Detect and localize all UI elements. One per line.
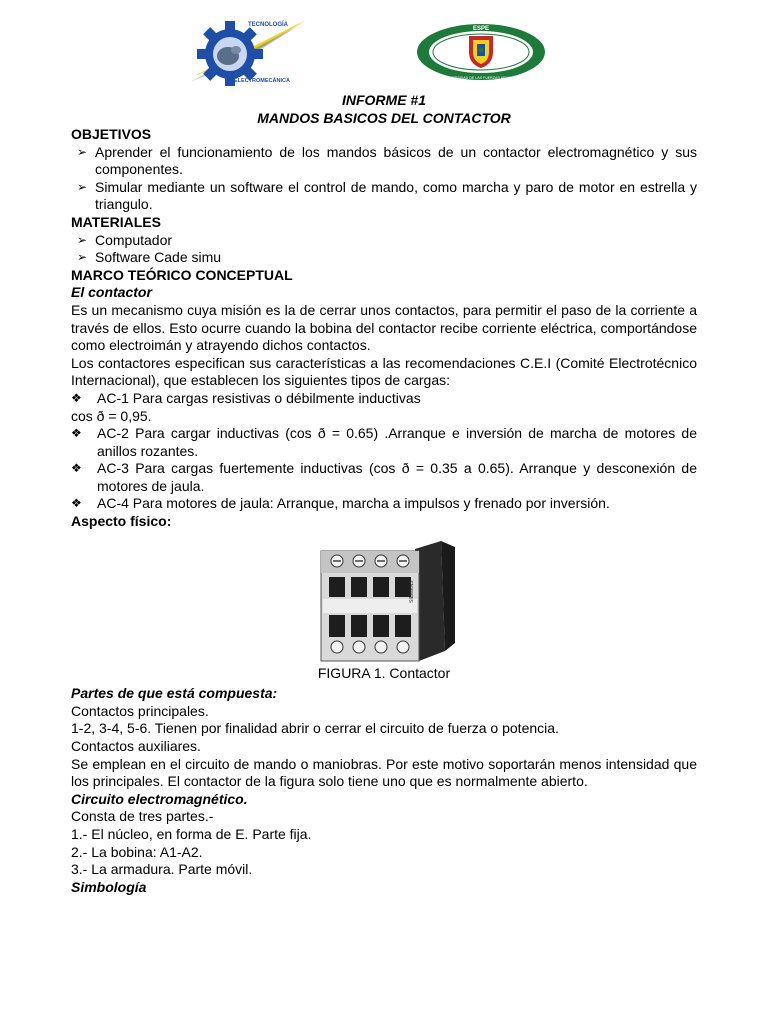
material-item: ➢ Computador <box>77 231 173 248</box>
diamond-bullet-icon: ❖ <box>71 461 82 476</box>
partes-line: 1-2, 3-4, 5-6. Tienen por finalidad abrir o cerrar el circuito de fuerza o potencia. <box>71 720 559 737</box>
contactor-paragraph: Es un mecanismo cuya misión es la de cerrar unos contactos, para permitir el paso de la corriente a través de ellos. Esto ocurre cuando la bobina del contactor recibe corriente eléctrica, comportándose como electroimán y atrayendo dichos contactos. <box>71 301 697 354</box>
material-item: ➢ Software Cade simu <box>77 249 222 266</box>
circuito-item: 1.- El núcleo, en forma de E. Parte fija. <box>71 826 312 842</box>
simbologia-heading: Simbología <box>71 878 147 895</box>
report-title: MANDOS BASICOS DEL CONTACTOR <box>257 110 511 126</box>
diamond-bullet-icon: ❖ <box>71 390 82 405</box>
ac-item: ❖ AC-2 Para cargar inductivas (cos ð = 0.65) .Arranque e inversión de marcha de motores de anillos rozantes. <box>71 425 697 459</box>
objetivo-item: ➢ Simular mediante un software el control de mando, como marcha y paro de motor en estrella y triangulo. <box>77 178 697 213</box>
contactor-subheading: El contactor <box>71 284 152 301</box>
marco-heading: MARCO TEÓRICO CONCEPTUAL <box>71 266 293 283</box>
contactor-figure <box>71 531 697 665</box>
objetivo-item: ➢ Aprender el funcionamiento de los mandos básicos de un contactor electromagnético y sus componentes. <box>77 143 697 178</box>
ac-item: ❖ AC-3 Para cargas fuertemente inductivas (cos ð = 0.35 a 0.65). Arranque y desconexión de motores de jaula. <box>71 460 697 494</box>
partes-paragraph: Se emplean en el circuito de mando o maniobras. Por este motivo soportarán menos intensidad que los principales. El contactor de la figura solo tiene uno que es normalmente abierto. <box>71 755 697 790</box>
contactor-image <box>315 539 457 665</box>
objetivos-heading: OBJETIVOS <box>71 126 152 142</box>
ac-item: ❖ AC-1 Para cargas resistivas o débilmente inductivas <box>71 389 421 406</box>
ac-item: ❖ AC-4 Para motores de jaula: Arranque, marcha a impulsos y frenado por inversión. <box>71 495 610 512</box>
espe-logo <box>415 22 547 82</box>
svg-text:UNIVERSIDAD DE LAS FUERZAS ARM: UNIVERSIDAD DE LAS FUERZAS ARMADAS <box>443 76 519 80</box>
arrow-bullet-icon: ➢ <box>77 179 88 194</box>
circuito-item: 2.- La bobina: A1-A2. <box>71 843 203 860</box>
arrow-bullet-icon: ➢ <box>77 144 88 159</box>
ac1-continuation: cos ð = 0,95. <box>71 407 152 424</box>
arrow-bullet-icon: ➢ <box>77 250 88 265</box>
diamond-bullet-icon: ❖ <box>71 426 82 441</box>
circuito-item: 3.- La armadura. Parte móvil. <box>71 861 253 878</box>
svg-text:SIEMENS: SIEMENS <box>409 580 415 603</box>
gear-logo-icon <box>188 16 308 86</box>
tecnologia-electromecanica-logo <box>188 16 308 86</box>
materiales-heading: MATERIALES <box>71 213 161 230</box>
partes-line: Contactos auxiliares. <box>71 738 201 755</box>
circuito-heading: Circuito electromagnético. <box>71 790 248 807</box>
cei-paragraph: Los contactores especifican sus características a las recomendaciones C.E.I (Comité Electrotécnico Internacional), que establecen los siguientes tipos de cargas: <box>71 354 697 389</box>
figure-caption: FIGURA 1. Contactor <box>317 664 451 681</box>
document-body <box>71 126 697 896</box>
partes-heading: Partes de que está compuesta: <box>71 685 278 702</box>
espe-seal-icon <box>415 22 547 82</box>
aspecto-heading: Aspecto físico: <box>71 513 172 530</box>
report-number-title: INFORME #1 <box>341 92 426 108</box>
partes-line: Contactos principales. <box>71 702 209 719</box>
circuito-intro: Consta de tres partes.- <box>71 808 214 825</box>
svg-text:ESPE: ESPE <box>472 26 490 32</box>
diamond-bullet-icon: ❖ <box>71 496 82 511</box>
arrow-bullet-icon: ➢ <box>77 232 88 247</box>
svg-text:TECNOLOGÍA: TECNOLOGÍA <box>248 22 288 28</box>
svg-text:ELECTROMECÁNICA: ELECTROMECÁNICA <box>234 78 290 84</box>
